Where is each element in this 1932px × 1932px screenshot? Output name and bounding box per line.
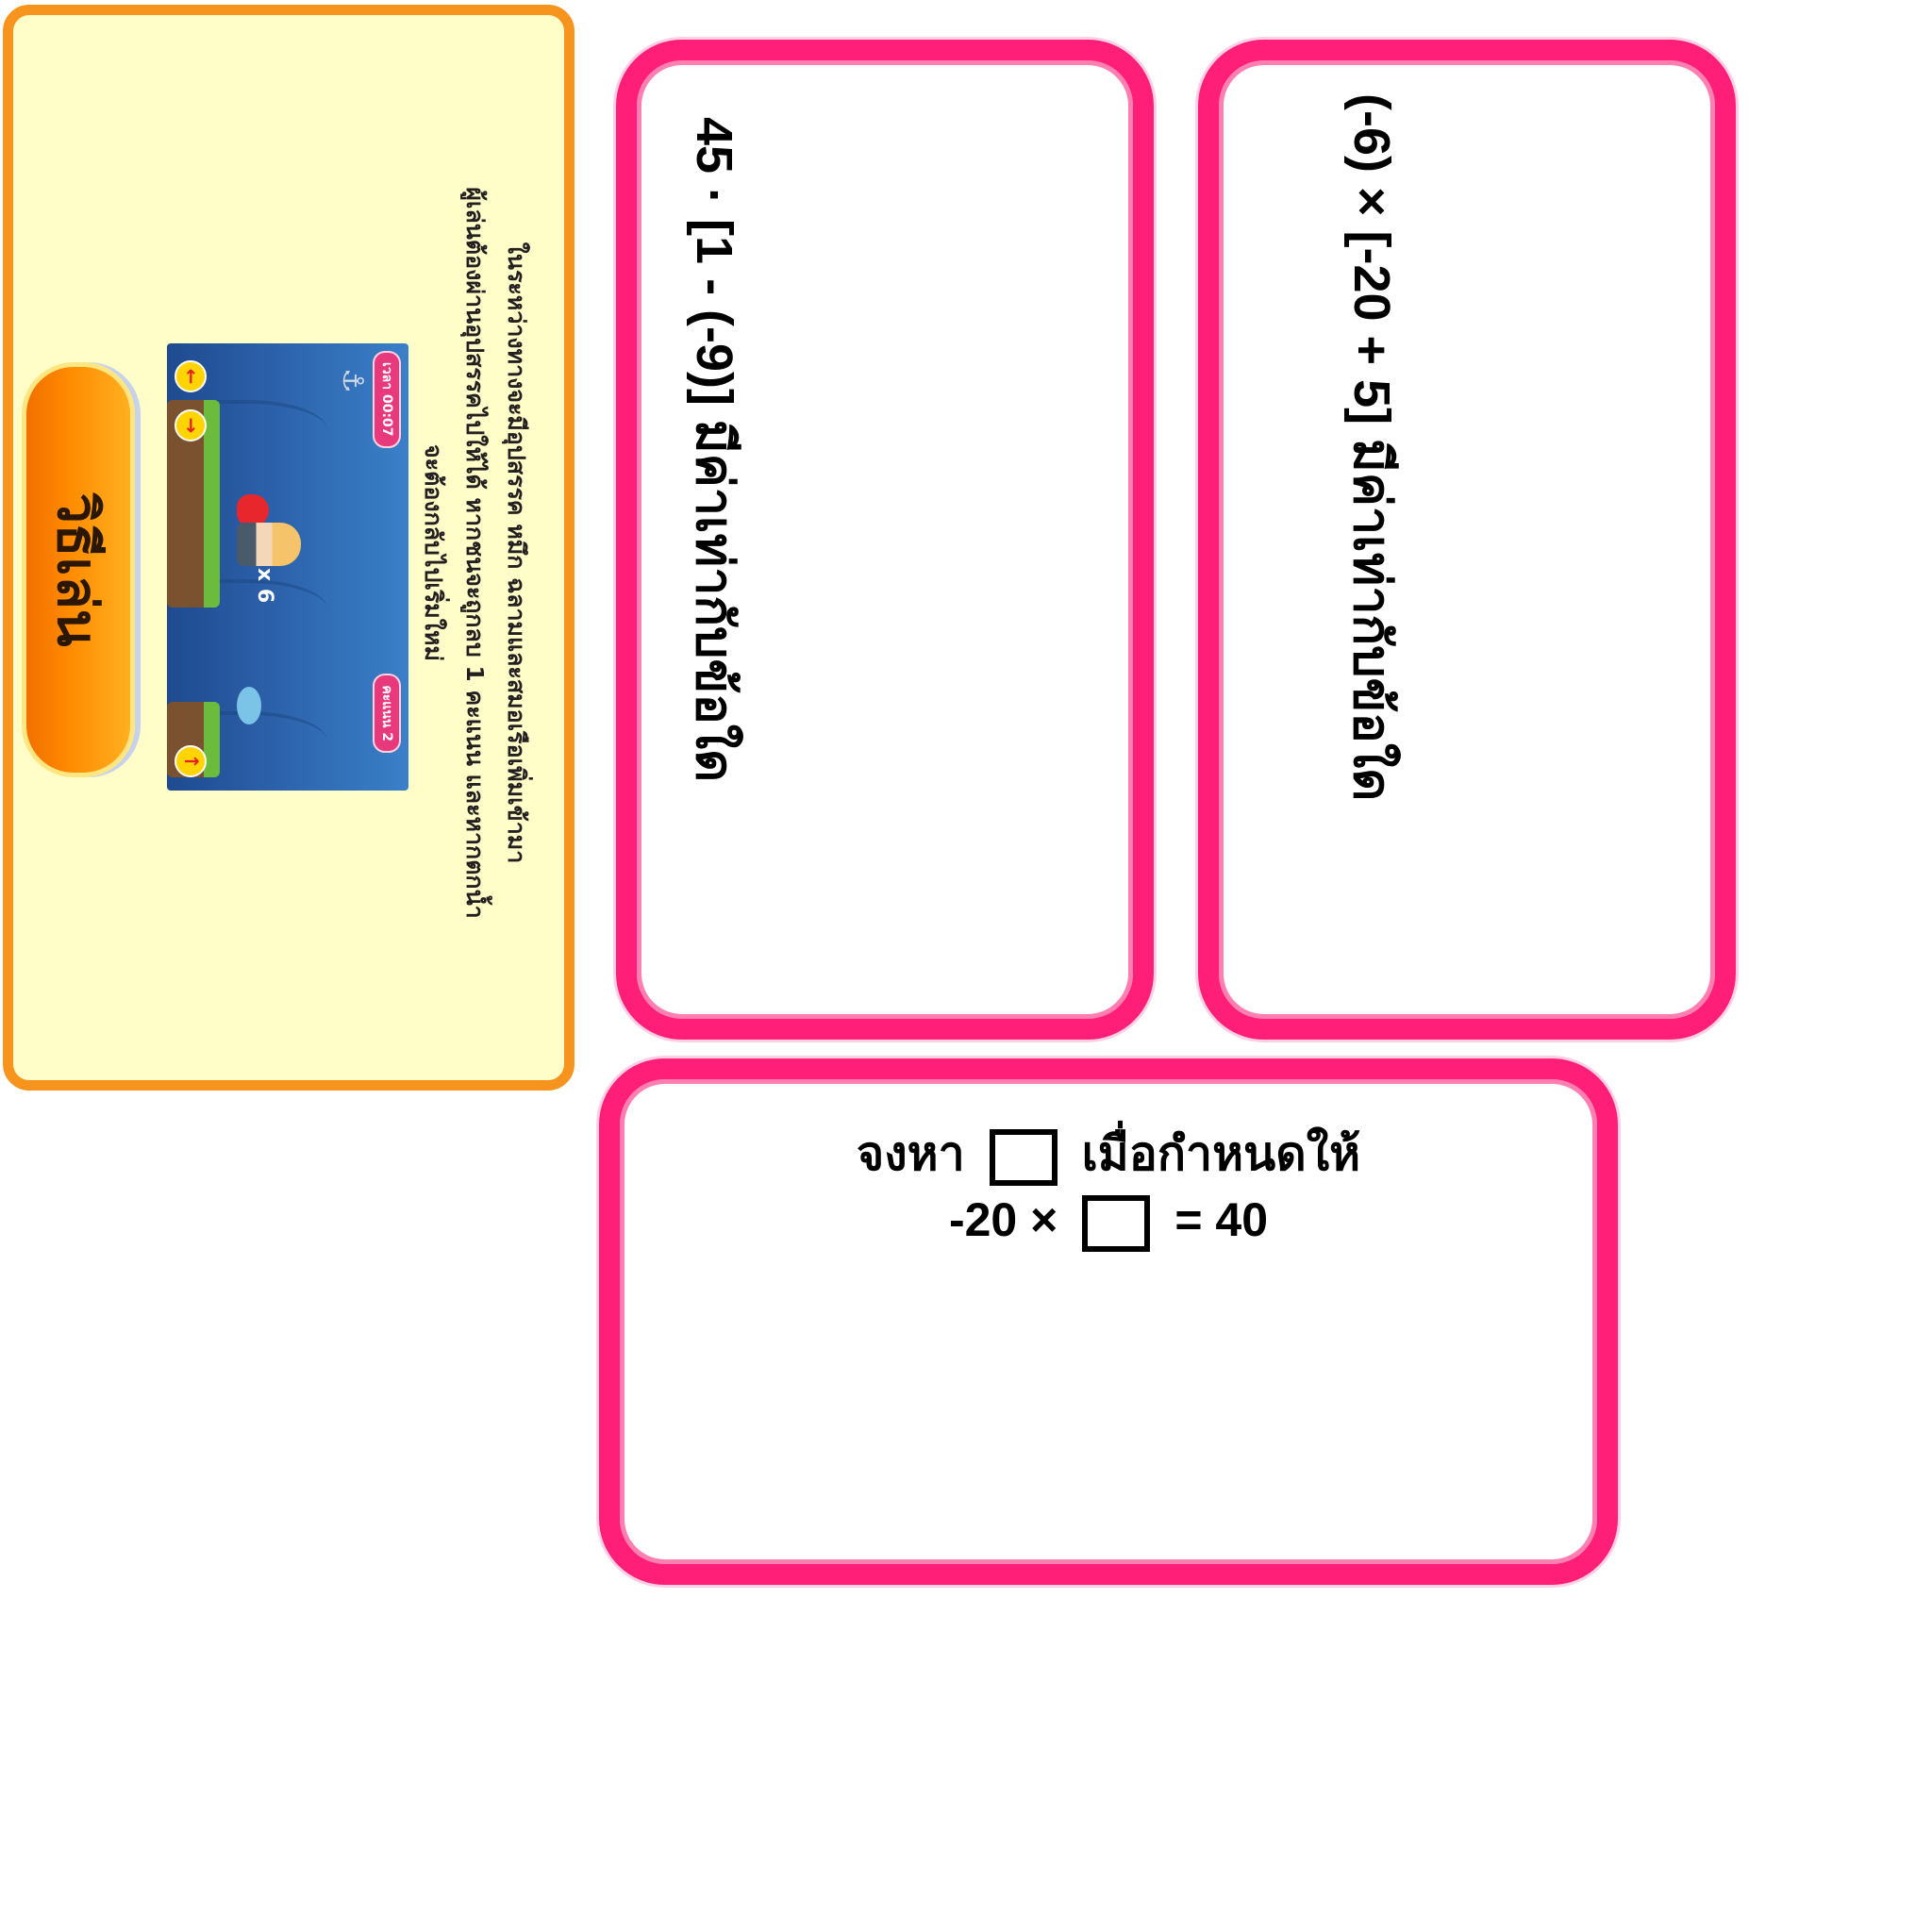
left-arrow-icon: ← bbox=[175, 360, 207, 392]
question-card-3[interactable] bbox=[599, 1058, 1618, 1585]
equation-left: -20 × bbox=[948, 1193, 1058, 1246]
shark-enemy bbox=[237, 687, 261, 724]
answer-box bbox=[990, 1129, 1058, 1186]
instructions-line-1: ในระหว่างทางจะมีอุปสรรค หมึก ฉลามและสมอเรือเพิ่มเข้ามา bbox=[503, 242, 530, 864]
how-to-play-button[interactable]: วิธีเล่น bbox=[22, 362, 135, 777]
question-1-text: 45 · [1 - (-9)] มีค่าเท่ากับข้อใด bbox=[686, 117, 742, 783]
question-3-equation bbox=[620, 1192, 1597, 1252]
question-card-2[interactable] bbox=[1198, 40, 1736, 1040]
question-card-1[interactable] bbox=[616, 40, 1154, 1040]
octopus-enemy bbox=[237, 494, 269, 526]
equation-right: = 40 bbox=[1174, 1193, 1269, 1246]
timer-badge: เวลา 00:07 bbox=[373, 351, 401, 448]
question-3-line-1 bbox=[620, 1117, 1597, 1191]
answer-box bbox=[1082, 1195, 1150, 1252]
instructions-line-3: จะต้องกลับไปเริ่มใหม่ bbox=[420, 444, 447, 661]
anchor-icon: ⚓ bbox=[336, 368, 369, 393]
jump-arrow-icon: ↑ bbox=[175, 745, 207, 777]
pearl-count-text: x 6 bbox=[253, 568, 276, 604]
question-2-text: (-6) × [-20 + 5] มีค่าเท่ากับข้อใด bbox=[1343, 93, 1400, 802]
how-to-play-panel bbox=[3, 5, 575, 1091]
instructions-text bbox=[412, 81, 537, 1024]
score-badge: คะแนน 2 bbox=[373, 674, 401, 753]
right-arrow-icon: → bbox=[175, 409, 207, 441]
question-3-prefix: จงหา bbox=[856, 1127, 965, 1180]
gameplay-screenshot bbox=[167, 343, 408, 791]
player-character bbox=[237, 523, 301, 566]
question-3-suffix: เมื่อกำหนดให้ bbox=[1081, 1127, 1361, 1180]
instructions-line-2: ผู้เล่นต้องผ่านอุปสรรคไปให้ได้ หากชนจะถูกลบ 1 คะแนน และหากตกน้ำ bbox=[461, 187, 489, 919]
